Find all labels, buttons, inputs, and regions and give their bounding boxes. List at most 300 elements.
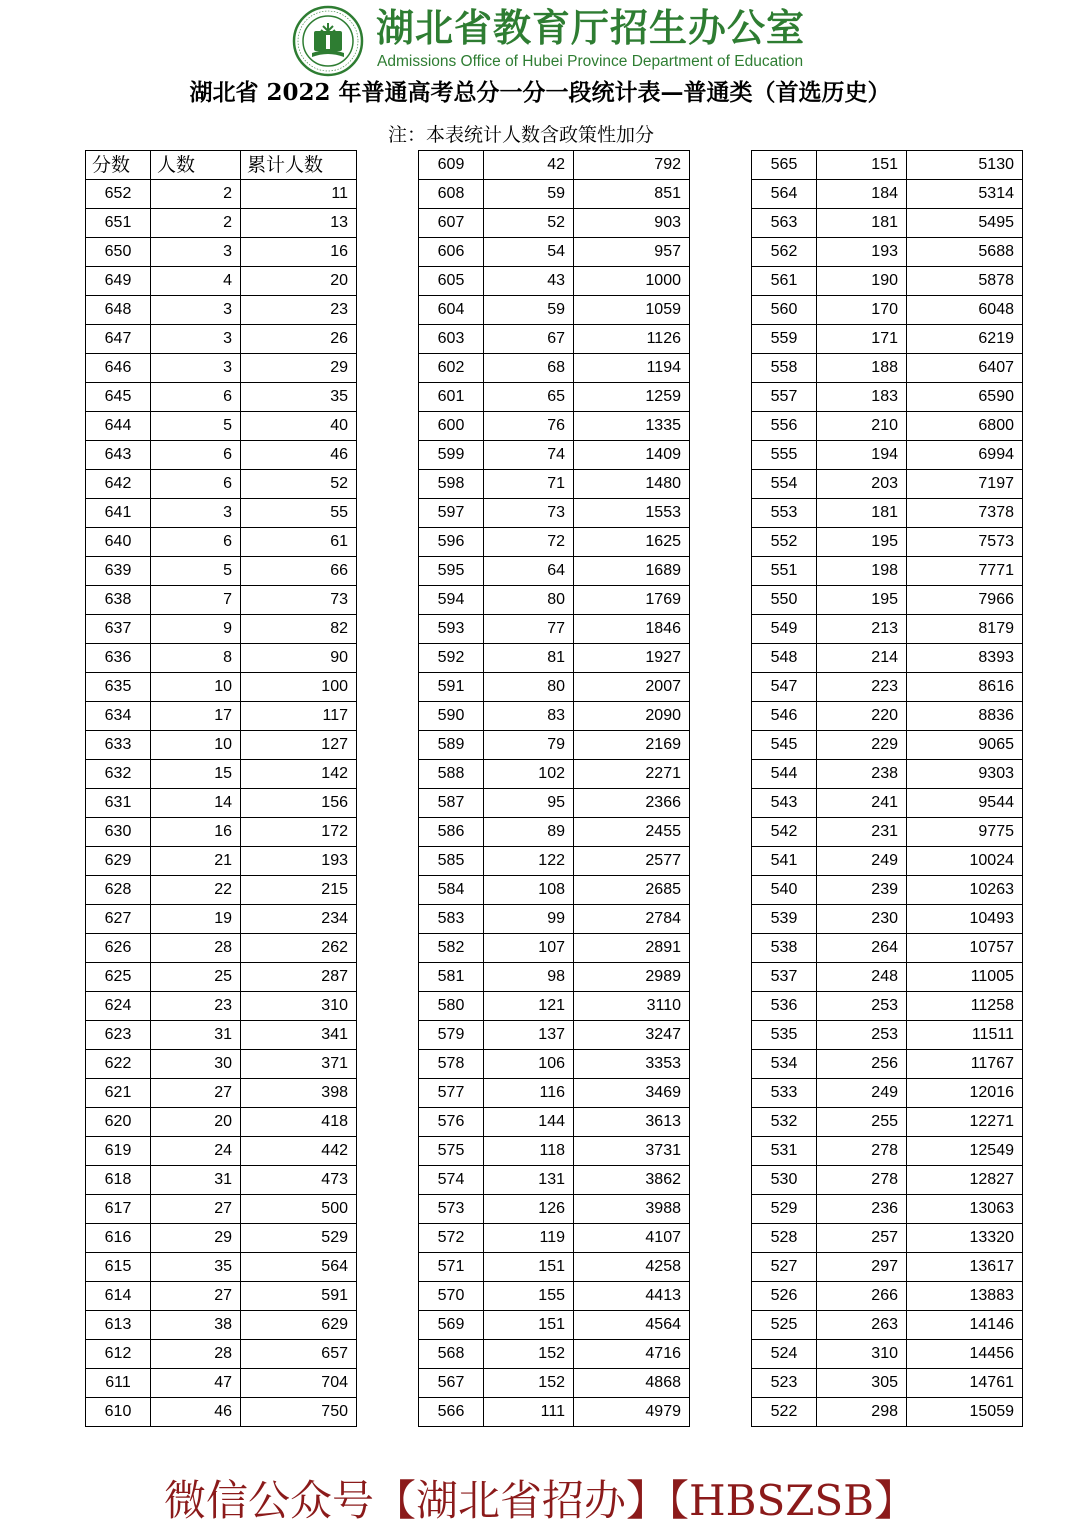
score-cell: 582 [419,934,484,963]
table-row [752,992,1023,1021]
score-cell: 575 [419,1137,484,1166]
score-cell: 617 [86,1195,151,1224]
table-row [752,412,1023,441]
cumulative-cell: 371 [241,1050,357,1079]
score-cell: 533 [752,1079,817,1108]
table-row [86,1137,357,1166]
cumulative-cell: 2455 [574,818,690,847]
table-row [419,702,690,731]
table-row [419,789,690,818]
count-cell: 89 [484,818,574,847]
score-cell: 562 [752,238,817,267]
score-cell: 600 [419,412,484,441]
cumulative-cell: 4716 [574,1340,690,1369]
count-cell: 65 [484,383,574,412]
count-cell: 170 [817,296,907,325]
score-cell: 606 [419,238,484,267]
count-cell: 151 [484,1253,574,1282]
cumulative-cell: 3731 [574,1137,690,1166]
cumulative-cell: 657 [241,1340,357,1369]
table-row [419,1340,690,1369]
score-cell: 647 [86,325,151,354]
count-cell: 266 [817,1282,907,1311]
table-row [419,1224,690,1253]
cumulative-cell: 4564 [574,1311,690,1340]
count-cell: 210 [817,412,907,441]
count-cell: 108 [484,876,574,905]
score-cell: 540 [752,876,817,905]
count-cell: 83 [484,702,574,731]
table-row [419,441,690,470]
score-cell: 635 [86,673,151,702]
cumulative-cell: 55 [241,499,357,528]
table-row [419,818,690,847]
score-cell: 553 [752,499,817,528]
table-row [419,470,690,499]
table-row [86,1311,357,1340]
count-cell: 122 [484,847,574,876]
count-cell: 203 [817,470,907,499]
count-cell: 74 [484,441,574,470]
count-cell: 31 [151,1021,241,1050]
cumulative-cell: 1000 [574,267,690,296]
cumulative-cell: 1769 [574,586,690,615]
table-row [752,1340,1023,1369]
score-cell: 552 [752,528,817,557]
score-cell: 532 [752,1108,817,1137]
table-row [86,180,357,209]
score-cell: 626 [86,934,151,963]
count-cell: 241 [817,789,907,818]
cumulative-cell: 26 [241,325,357,354]
score-cell: 598 [419,470,484,499]
score-cell: 554 [752,470,817,499]
count-cell: 21 [151,847,241,876]
score-cell: 614 [86,1282,151,1311]
score-cell: 625 [86,963,151,992]
cumulative-cell: 398 [241,1079,357,1108]
cumulative-cell: 52 [241,470,357,499]
table-row [86,557,357,586]
org-name-cn: 湖北省教育厅招生办公室 [376,6,806,50]
score-cell: 529 [752,1195,817,1224]
table-row [86,1282,357,1311]
count-cell: 79 [484,731,574,760]
count-cell: 16 [151,818,241,847]
count-cell: 238 [817,760,907,789]
count-cell: 249 [817,847,907,876]
table-row [752,1137,1023,1166]
score-cell: 588 [419,760,484,789]
score-cell: 546 [752,702,817,731]
table-row [752,760,1023,789]
score-cell: 613 [86,1311,151,1340]
count-cell: 3 [151,354,241,383]
count-cell: 231 [817,818,907,847]
score-cell: 566 [419,1398,484,1427]
table-row [752,528,1023,557]
cumulative-cell: 1259 [574,383,690,412]
table-row [752,818,1023,847]
table-row [419,180,690,209]
count-cell: 73 [484,499,574,528]
count-cell: 24 [151,1137,241,1166]
count-cell: 76 [484,412,574,441]
count-cell: 5 [151,557,241,586]
count-cell: 28 [151,1340,241,1369]
score-cell: 622 [86,1050,151,1079]
cumulative-cell: 792 [574,151,690,180]
score-cell: 538 [752,934,817,963]
score-cell: 621 [86,1079,151,1108]
table-row [86,499,357,528]
cumulative-cell: 3613 [574,1108,690,1137]
cumulative-cell: 564 [241,1253,357,1282]
count-cell: 17 [151,702,241,731]
table-body [752,151,1023,1427]
cumulative-cell: 4258 [574,1253,690,1282]
table-row [86,963,357,992]
score-cell: 528 [752,1224,817,1253]
table-row [752,934,1023,963]
count-cell: 278 [817,1137,907,1166]
count-cell: 229 [817,731,907,760]
score-cell: 551 [752,557,817,586]
table-row [419,296,690,325]
cumulative-cell: 46 [241,441,357,470]
table-row [419,992,690,1021]
count-cell: 107 [484,934,574,963]
cumulative-cell: 591 [241,1282,357,1311]
cumulative-cell: 3988 [574,1195,690,1224]
count-cell: 22 [151,876,241,905]
score-cell: 577 [419,1079,484,1108]
score-cell: 568 [419,1340,484,1369]
count-cell: 29 [151,1224,241,1253]
count-cell: 255 [817,1108,907,1137]
count-cell: 19 [151,905,241,934]
cumulative-cell: 903 [574,209,690,238]
table-row [86,1340,357,1369]
count-cell: 42 [484,151,574,180]
score-cell: 579 [419,1021,484,1050]
cumulative-cell: 11258 [907,992,1023,1021]
count-cell: 257 [817,1224,907,1253]
cumulative-cell: 1194 [574,354,690,383]
score-cell: 580 [419,992,484,1021]
count-cell: 151 [484,1311,574,1340]
cumulative-cell: 2090 [574,702,690,731]
count-cell: 28 [151,934,241,963]
table-row [419,557,690,586]
cumulative-cell: 2169 [574,731,690,760]
org-name-en: Admissions Office of Hubei Province Department of Education [377,53,804,70]
count-cell: 59 [484,180,574,209]
table-row [86,1224,357,1253]
table-row [752,1166,1023,1195]
score-cell: 524 [752,1340,817,1369]
table-body [419,151,690,1427]
cumulative-cell: 142 [241,760,357,789]
cumulative-cell: 12271 [907,1108,1023,1137]
count-cell: 54 [484,238,574,267]
table-row [86,528,357,557]
cumulative-cell: 8616 [907,673,1023,702]
table-row [752,470,1023,499]
count-cell: 102 [484,760,574,789]
count-cell: 126 [484,1195,574,1224]
count-cell: 68 [484,354,574,383]
count-cell: 98 [484,963,574,992]
score-cell: 556 [752,412,817,441]
count-cell: 9 [151,615,241,644]
score-cell: 650 [86,238,151,267]
count-cell: 298 [817,1398,907,1427]
table-row [86,934,357,963]
table-row [419,151,690,180]
table-row [86,1021,357,1050]
score-cell: 630 [86,818,151,847]
table-row [86,644,357,673]
cumulative-cell: 9065 [907,731,1023,760]
cumulative-cell: 2366 [574,789,690,818]
score-cell: 569 [419,1311,484,1340]
table-row [752,1079,1023,1108]
score-cell: 525 [752,1311,817,1340]
score-cell: 537 [752,963,817,992]
score-cell: 541 [752,847,817,876]
table-row [419,586,690,615]
cumulative-cell: 29 [241,354,357,383]
cumulative-cell: 3353 [574,1050,690,1079]
count-cell: 5 [151,412,241,441]
cumulative-cell: 234 [241,905,357,934]
cumulative-cell: 3247 [574,1021,690,1050]
count-cell: 152 [484,1340,574,1369]
count-cell: 151 [817,151,907,180]
cumulative-cell: 12549 [907,1137,1023,1166]
count-cell: 99 [484,905,574,934]
score-cell: 571 [419,1253,484,1282]
cumulative-cell: 2271 [574,760,690,789]
count-cell: 253 [817,1021,907,1050]
count-cell: 77 [484,615,574,644]
score-cell: 645 [86,383,151,412]
score-cell: 572 [419,1224,484,1253]
score-cell: 624 [86,992,151,1021]
table-row [86,702,357,731]
table-row [752,1282,1023,1311]
score-cell: 637 [86,615,151,644]
count-cell: 27 [151,1195,241,1224]
table-row [419,499,690,528]
table-row [752,1398,1023,1427]
table-row [419,731,690,760]
count-cell: 80 [484,586,574,615]
cumulative-cell: 6048 [907,296,1023,325]
score-cell: 608 [419,180,484,209]
cumulative-cell: 215 [241,876,357,905]
table-row [419,267,690,296]
count-cell: 184 [817,180,907,209]
count-cell: 15 [151,760,241,789]
table-row [86,354,357,383]
score-cell: 578 [419,1050,484,1079]
score-cell: 646 [86,354,151,383]
score-cell: 558 [752,354,817,383]
count-cell: 3 [151,296,241,325]
table-row [752,1224,1023,1253]
table-row [752,209,1023,238]
count-cell: 2 [151,209,241,238]
table-header-row [86,151,357,180]
cumulative-cell: 16 [241,238,357,267]
score-cell: 629 [86,847,151,876]
table-row [419,615,690,644]
score-cell: 605 [419,267,484,296]
table-row [86,383,357,412]
table-row [419,354,690,383]
score-cell: 641 [86,499,151,528]
cumulative-cell: 1335 [574,412,690,441]
count-cell: 47 [151,1369,241,1398]
score-cell: 574 [419,1166,484,1195]
count-cell: 31 [151,1166,241,1195]
score-cell: 594 [419,586,484,615]
count-cell: 223 [817,673,907,702]
count-cell: 121 [484,992,574,1021]
count-cell: 256 [817,1050,907,1079]
table-row [752,876,1023,905]
score-cell: 619 [86,1137,151,1166]
count-cell: 3 [151,325,241,354]
score-cell: 603 [419,325,484,354]
score-cell: 584 [419,876,484,905]
table-row [86,1108,357,1137]
count-cell: 305 [817,1369,907,1398]
table-row [86,325,357,354]
count-cell: 249 [817,1079,907,1108]
cumulative-cell: 3862 [574,1166,690,1195]
cumulative-cell: 1927 [574,644,690,673]
score-cell: 543 [752,789,817,818]
cumulative-cell: 750 [241,1398,357,1427]
count-cell: 6 [151,383,241,412]
cumulative-cell: 13883 [907,1282,1023,1311]
cumulative-cell: 442 [241,1137,357,1166]
cumulative-cell: 2007 [574,673,690,702]
cumulative-cell: 2784 [574,905,690,934]
cumulative-cell: 529 [241,1224,357,1253]
table-row [752,963,1023,992]
score-cell: 631 [86,789,151,818]
score-cell: 560 [752,296,817,325]
cumulative-cell: 704 [241,1369,357,1398]
score-cell: 638 [86,586,151,615]
table-row [419,412,690,441]
count-cell: 193 [817,238,907,267]
table-row [752,1311,1023,1340]
header-cumulative: 累计人数 [241,151,357,180]
count-cell: 236 [817,1195,907,1224]
table-row [86,1050,357,1079]
score-cell: 565 [752,151,817,180]
score-cell: 527 [752,1253,817,1282]
cumulative-cell: 13617 [907,1253,1023,1282]
cumulative-cell: 1409 [574,441,690,470]
count-cell: 46 [151,1398,241,1427]
cumulative-cell: 851 [574,180,690,209]
count-cell: 137 [484,1021,574,1050]
table-row [752,731,1023,760]
table-row [752,847,1023,876]
score-cell: 586 [419,818,484,847]
score-cell: 604 [419,296,484,325]
cumulative-cell: 13063 [907,1195,1023,1224]
cumulative-cell: 11005 [907,963,1023,992]
table-row [86,412,357,441]
count-cell: 248 [817,963,907,992]
cumulative-cell: 127 [241,731,357,760]
cumulative-cell: 193 [241,847,357,876]
cumulative-cell: 310 [241,992,357,1021]
cumulative-cell: 8393 [907,644,1023,673]
score-cell: 561 [752,267,817,296]
table-row [86,441,357,470]
table-row [86,1369,357,1398]
header-count: 人数 [151,151,241,180]
score-cell: 536 [752,992,817,1021]
count-cell: 152 [484,1369,574,1398]
cumulative-cell: 9775 [907,818,1023,847]
table-row [752,325,1023,354]
cumulative-cell: 11 [241,180,357,209]
score-cell: 644 [86,412,151,441]
count-cell: 111 [484,1398,574,1427]
count-cell: 95 [484,789,574,818]
table-row [752,354,1023,383]
table-row [419,1398,690,1427]
cumulative-cell: 11511 [907,1021,1023,1050]
count-cell: 7 [151,586,241,615]
cumulative-cell: 11767 [907,1050,1023,1079]
cumulative-cell: 13320 [907,1224,1023,1253]
cumulative-cell: 10263 [907,876,1023,905]
count-cell: 43 [484,267,574,296]
count-cell: 106 [484,1050,574,1079]
cumulative-cell: 1625 [574,528,690,557]
table-row [752,557,1023,586]
score-cell: 610 [86,1398,151,1427]
table-row [419,528,690,557]
cumulative-cell: 2891 [574,934,690,963]
table-row [86,876,357,905]
cumulative-cell: 10024 [907,847,1023,876]
score-cell: 633 [86,731,151,760]
count-cell: 59 [484,296,574,325]
count-cell: 171 [817,325,907,354]
score-cell: 607 [419,209,484,238]
cumulative-cell: 172 [241,818,357,847]
score-cell: 534 [752,1050,817,1079]
count-cell: 214 [817,644,907,673]
table-row [419,1137,690,1166]
count-cell: 25 [151,963,241,992]
count-cell: 14 [151,789,241,818]
count-cell: 27 [151,1282,241,1311]
count-cell: 310 [817,1340,907,1369]
cumulative-cell: 117 [241,702,357,731]
